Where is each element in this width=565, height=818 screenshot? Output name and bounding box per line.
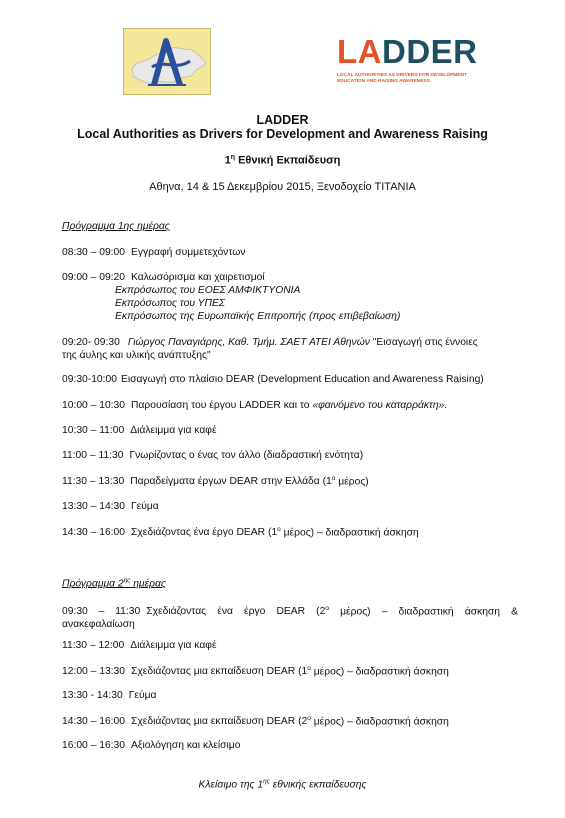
ladder-logo-tagline-1: LOCAL AUTHORITIES AS DRIVERS FOR DEVELOPMENT <box>337 73 467 78</box>
description-sup: ο <box>325 605 329 612</box>
description-sup: ο <box>277 526 281 533</box>
day1-item-3 <box>62 337 478 348</box>
description: Σχεδιάζοντας μια εκπαίδευση DEAR (2 <box>130 716 308 728</box>
ladder-logo-wordmark <box>337 33 478 70</box>
day2-item-5 <box>62 715 449 727</box>
day2-item-6 <box>62 740 240 751</box>
time: 08:30 – 09:00 <box>62 247 125 258</box>
speaker-line-2: Εκπρόσωπος του ΥΠΕΣ <box>115 298 226 309</box>
ladder-logo-dder: DDER <box>382 33 478 70</box>
day2-item-2 <box>62 640 217 651</box>
day2-item-1 <box>62 602 518 631</box>
day2-item-4 <box>62 690 156 701</box>
description: Αξιολόγηση και κλείσιμο <box>130 740 241 751</box>
ladder-logo <box>337 33 478 100</box>
time: 13:30 - 14:30 <box>62 690 123 701</box>
description: Σχεδιάζοντας ένα έργο DEAR (2 <box>146 606 326 618</box>
day1-item-4 <box>62 374 484 385</box>
document-subtitle: Local Authorities as Drivers for Development and Awareness Raising <box>77 127 488 141</box>
description: Παρουσίαση του έργου LADDER και το <box>130 400 313 411</box>
venue-line: Αθηνα, 14 & 15 Δεκεμβρίου 2015, Ξενοδοχείο ΤΙΤΑΝΙΑ <box>149 181 416 193</box>
time: 09:30-10:00 <box>62 374 117 385</box>
training-heading <box>0 154 565 167</box>
description: Γνωρίζοντας ο ένας τον άλλο (διαδραστική ενότητα) <box>129 450 364 461</box>
time: 14:30 – 16:00 <box>62 716 125 728</box>
time: 11:30 – 13:30 <box>62 476 125 488</box>
description-sup: ο <box>331 475 336 482</box>
day2-item-3 <box>62 665 449 677</box>
day1-item-3-continued: της άυλης και υλικής ανάπτυξης" <box>62 350 211 361</box>
description-italic: «φαινόμενο του καταρράκτη» <box>312 400 445 411</box>
day1-item-10 <box>62 526 419 538</box>
description: Σχεδιάζοντας μια εκπαίδευση DEAR (1 <box>130 666 308 678</box>
description: Διάλειμμα για καφέ <box>130 640 217 651</box>
time: 09:00 – 09:20 <box>62 272 125 283</box>
talk-title: "Εισαγωγή στις έννοιες <box>369 337 478 348</box>
day1-item-1 <box>62 247 245 258</box>
description: Εισαγωγή στο πλαίσιο DEAR (Development Education and Awareness Raising) <box>120 374 484 385</box>
time: 13:30 – 14:30 <box>62 501 125 512</box>
description-sup: ο <box>307 715 311 722</box>
description: Σχεδιάζοντας ένα έργο DEAR (1 <box>130 527 278 539</box>
document-title: LADDER <box>256 113 309 127</box>
amfiktyonia-logo-graphic <box>124 29 211 95</box>
description-end: μέρος) – διαδραστική άσκηση & ανακεφαλαίωση <box>62 606 518 631</box>
time: 11:00 – 11:30 <box>62 450 124 461</box>
ladder-logo-la: LA <box>337 33 382 70</box>
description-sup: ο <box>307 665 311 672</box>
ladder-logo-tagline-2: EDUCATION AND RAISING AWARENESS <box>337 79 430 85</box>
closing-end: εθνικής εκπαίδευσης <box>269 779 367 791</box>
description-end: μέρος) – διαδραστική άσκηση <box>310 666 449 678</box>
closing-sup: ης <box>263 778 270 785</box>
time: 12:00 – 13:30 <box>62 666 125 678</box>
time: 10:00 – 10:30 <box>62 400 125 411</box>
training-heading-rest: Εθνική Εκπαίδευση <box>235 154 341 167</box>
description: Γεύμα <box>128 690 157 701</box>
time: 10:30 – 11:00 <box>62 425 125 436</box>
day1-item-2 <box>62 272 265 283</box>
day2-heading-text: Πρόγραμμα 2 <box>62 578 124 590</box>
time: 16:00 – 16:30 <box>62 740 125 751</box>
day1-heading: Πρόγραμμα 1ης ημέρας <box>62 221 170 232</box>
day1-item-7 <box>62 450 363 461</box>
speaker-line-3: Εκπρόσωπος της Ευρωπαϊκής Επιτροπής (προς επιβεβαίωση) <box>115 311 401 322</box>
description-end: μέρος) – διαδραστική άσκηση <box>280 527 419 539</box>
day2-heading-end: ημέρας <box>130 578 166 590</box>
speaker-line-1: Εκπρόσωπος του ΕΟΕΣ ΑΜΦΙΚΤΥΟΝΙΑ <box>115 285 301 296</box>
description-end: μέρος) <box>335 476 369 488</box>
day1-item-9 <box>62 501 159 512</box>
description: Εγγραφή συμμετεχόντων <box>130 247 246 258</box>
speaker-name: Γιώργος Παναγιάρης, Καθ. Τμήμ. ΣΑΕΤ ΑΤΕΙ Αθηνών <box>127 337 370 348</box>
training-number: 1 <box>224 154 231 167</box>
description: Καλωσόρισμα και χαιρετισμοί <box>130 272 265 283</box>
time: 14:30 – 16:00 <box>62 527 125 539</box>
day1-item-6 <box>62 425 217 436</box>
day2-heading <box>62 577 166 589</box>
description: Παραδείγματα έργων DEAR στην Ελλάδα (1 <box>130 476 332 488</box>
closing-text: Κλείσιμο της 1 <box>198 779 264 791</box>
closing-line <box>0 778 565 790</box>
day2-heading-sup: ης <box>123 577 131 584</box>
training-number-sup: η <box>230 154 236 161</box>
time: 09:30 – 11:30 <box>62 606 141 618</box>
time: 09:20- 09:30 <box>62 337 120 348</box>
description: Διάλειμμα για καφέ <box>130 425 217 436</box>
day1-item-8 <box>62 475 369 487</box>
description: Γεύμα <box>130 501 159 512</box>
description-end: . <box>444 400 448 411</box>
description-end: μέρος) – διαδραστική άσκηση <box>310 716 449 728</box>
day1-item-5 <box>62 400 447 411</box>
amfiktyonia-logo <box>123 28 211 95</box>
time: 11:30 – 12:00 <box>62 640 125 651</box>
